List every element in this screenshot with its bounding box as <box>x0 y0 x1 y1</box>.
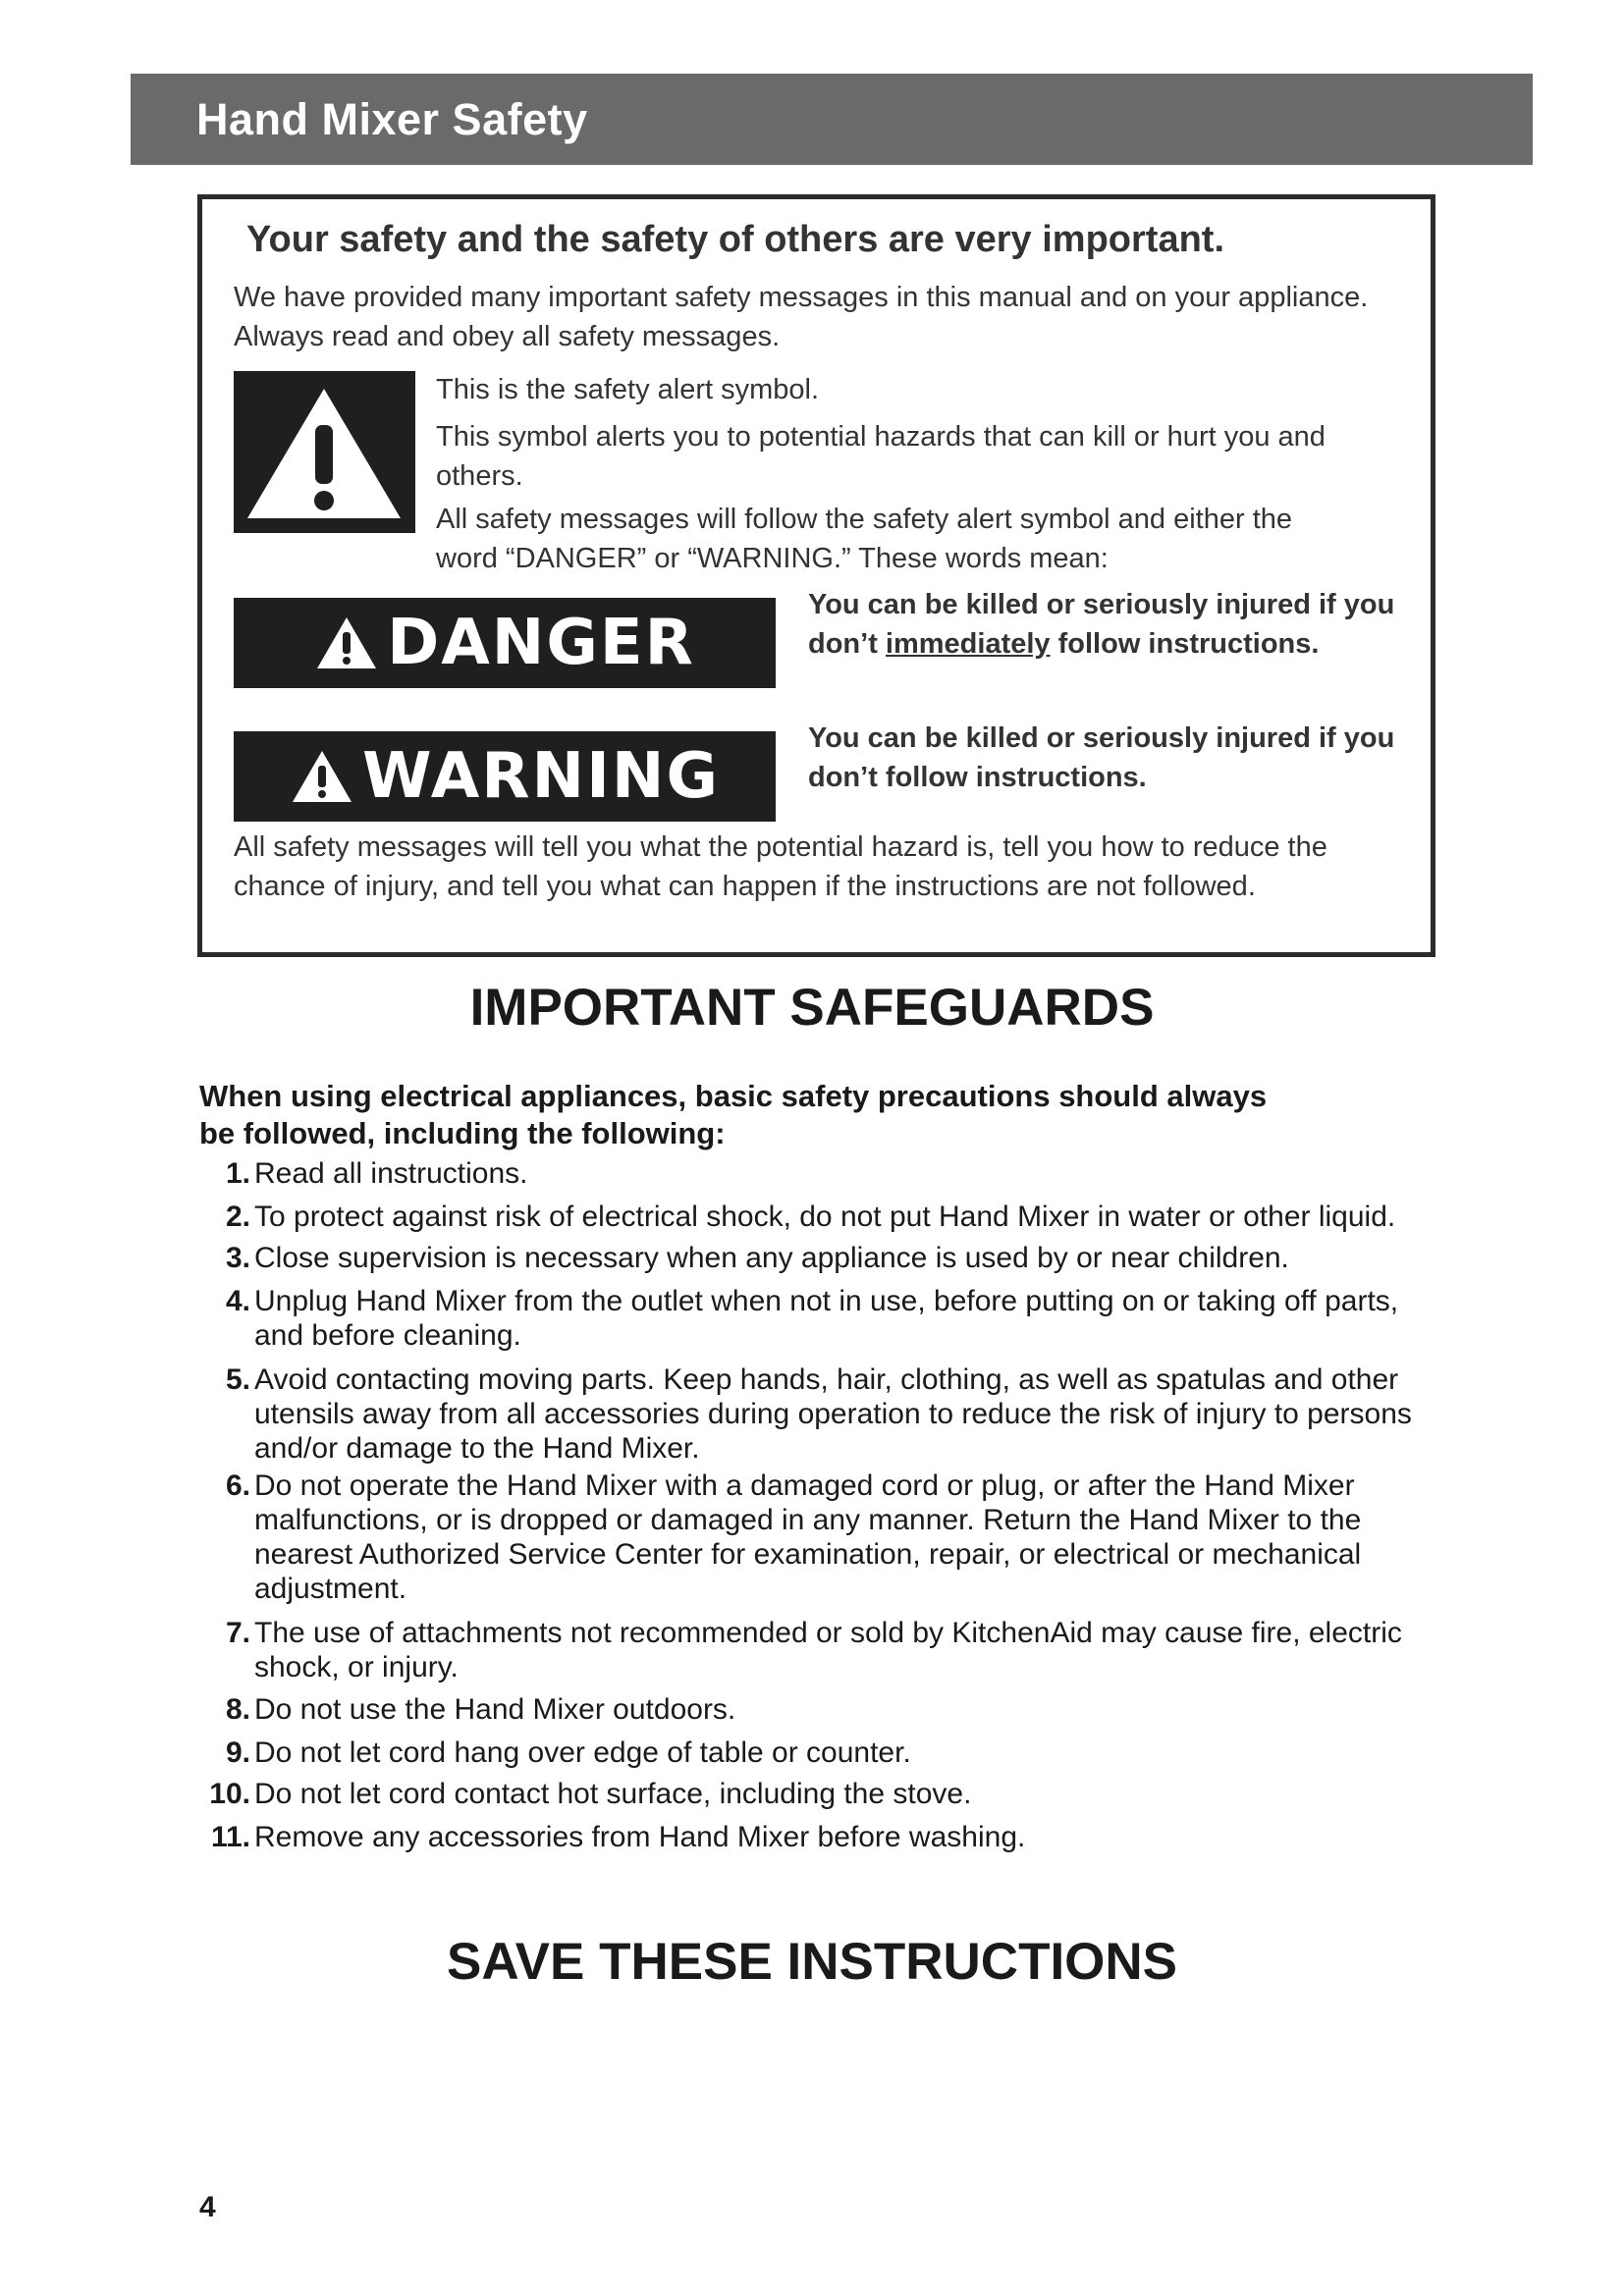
safety-box-heading: Your safety and the safety of others are very important. <box>246 219 1225 260</box>
safety-alert-triangle-icon <box>234 371 415 533</box>
page-number: 4 <box>199 2191 216 2223</box>
symbol-explanation: This symbol alerts you to potential hazards that can kill or hurt you and others. <box>436 421 1326 492</box>
warning-description: You can be killed or seriously injured if you don’t follow instructions. <box>808 722 1395 793</box>
save-instructions-title: SAVE THESE INSTRUCTIONS <box>446 1933 1178 1991</box>
danger-emphasis: immediately <box>885 628 1051 660</box>
warning-alert-icon <box>290 748 354 805</box>
danger-label-box <box>234 598 776 688</box>
symbol-definition: This is the safety alert symbol. <box>436 374 820 405</box>
warning-label-box <box>234 731 776 822</box>
danger-description: You can be killed or seriously injured if you don’t immediately follow instructions. <box>808 589 1395 660</box>
section-header-bar <box>131 74 1533 165</box>
warning-label: WARNING <box>362 740 720 813</box>
danger-label: DANGER <box>387 607 695 679</box>
danger-alert-icon <box>314 614 379 671</box>
safety-box-intro: We have provided many important safety messages in this manual and on your appliance. Always read and obey all safety messages. <box>234 282 1369 352</box>
section-title: Hand Mixer Safety <box>196 93 588 144</box>
safeguards-lead: When using electrical appliances, basic safety precautions should always be followed, including the following: <box>199 1079 1268 1150</box>
signal-words-intro: All safety messages will follow the safety alert symbol and either the word “DANGER” or “WARNING.” These words mean: <box>436 504 1293 574</box>
safety-box-outro: All safety messages will tell you what the potential hazard is, tell you how to reduce the chance of injury, and tell you what can happen if the instructions are not followed. <box>234 831 1327 902</box>
safeguards-title: IMPORTANT SAFEGUARDS <box>469 979 1155 1037</box>
safety-message-box <box>197 194 1435 957</box>
